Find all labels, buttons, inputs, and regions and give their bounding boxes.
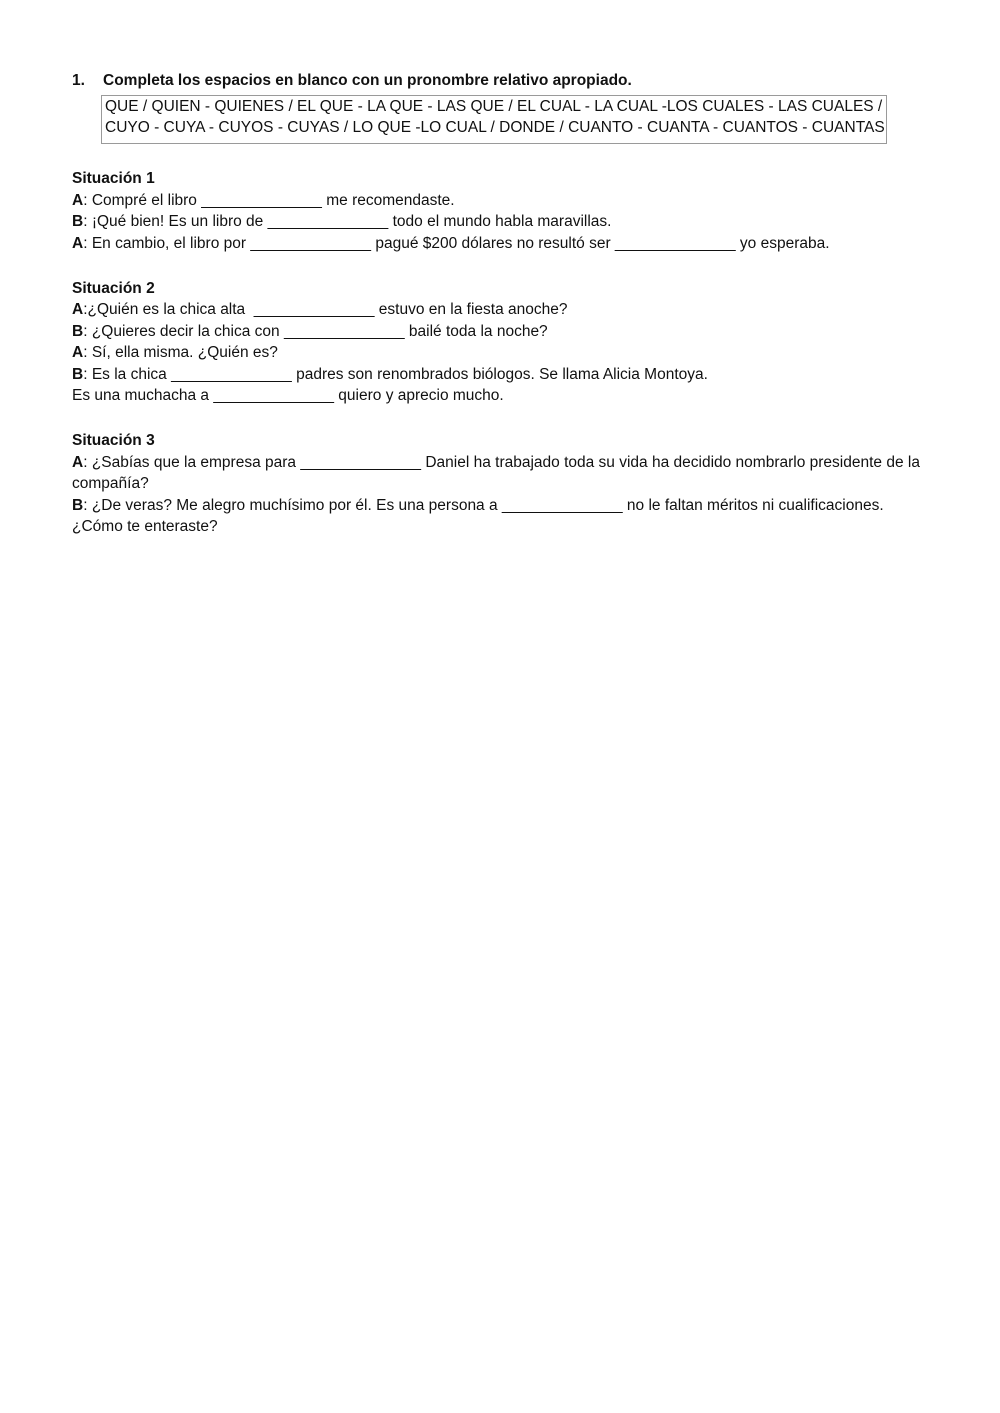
situation-3: [72, 430, 932, 537]
situation-2: [72, 278, 932, 406]
answer-blank[interactable]: ______________: [300, 453, 422, 471]
speaker-label: B: [72, 213, 84, 231]
dialogue-line: B: ¿Quieres decir la chica con ______________ bailé toda la noche?: [72, 322, 548, 340]
speaker-label: A: [72, 191, 84, 209]
situation-title: Situación 3: [72, 432, 155, 450]
answer-blank[interactable]: ______________: [201, 191, 322, 209]
answer-blank[interactable]: ______________: [267, 213, 389, 231]
speaker-label: B: [72, 322, 84, 340]
dialogue-line: B: ¡Qué bien! Es un libro de ______________ todo el mundo habla maravillas.: [72, 213, 612, 231]
answer-blank[interactable]: ______________: [614, 234, 736, 252]
situation-title: Situación 2: [72, 280, 155, 298]
speaker-label: A: [72, 234, 84, 252]
answer-blank[interactable]: ______________: [253, 301, 375, 319]
dialogue-line: B: ¿De veras? Me alegro muchísimo por él. Es una persona a ______________ no le faltan méritos ni cualificaciones. ¿Cómo te enteraste?: [72, 496, 884, 536]
speaker-label: A: [72, 344, 84, 362]
speaker-label: A: [72, 453, 84, 471]
dialogue-line: A: Sí, ella misma. ¿Quién es?: [72, 344, 278, 362]
speaker-label: A: [72, 301, 84, 319]
instruction-number: 1.: [72, 72, 85, 89]
answer-blank[interactable]: ______________: [213, 387, 334, 405]
word-bank-line: QUE / QUIEN - QUIENES / EL QUE - LA QUE - LAS QUE / EL CUAL - LA CUAL -LOS CUALES - LAS CUALES /: [105, 98, 883, 116]
dialogue-line: A: En cambio, el libro por ______________ pagué $200 dólares no resultó ser ______________ yo esperaba.: [72, 234, 830, 252]
word-bank-box: [101, 95, 887, 144]
answer-blank[interactable]: ______________: [501, 496, 623, 514]
dialogue-line: A: ¿Sabías que la empresa para ______________ Daniel ha trabajado toda su vida ha decidido nombrarlo presidente de la compañía?: [72, 453, 920, 493]
dialogue-line: A:¿Quién es la chica alta ______________ estuvo en la fiesta anoche?: [72, 301, 568, 319]
situation-1: [72, 168, 932, 254]
worksheet: [72, 70, 932, 538]
word-bank-line: CUYO - CUYA - CUYOS - CUYAS / LO QUE -LO CUAL / DONDE / CUANTO - CUANTA - CUANTOS - CUANTAS: [105, 118, 885, 136]
dialogue-line: A: Compré el libro ______________ me recomendaste.: [72, 191, 455, 209]
instruction-text: Completa los espacios en blanco con un pronombre relativo apropiado.: [103, 72, 632, 89]
situation-title: Situación 1: [72, 170, 155, 188]
answer-blank[interactable]: ______________: [171, 365, 292, 383]
speaker-label: B: [72, 496, 84, 514]
answer-blank[interactable]: ______________: [283, 322, 405, 340]
answer-blank[interactable]: ______________: [250, 234, 372, 252]
dialogue-line: B: Es la chica ______________ padres son renombrados biólogos. Se llama Alicia Montoya.: [72, 365, 708, 383]
speaker-label: B: [72, 365, 84, 383]
instruction: [72, 70, 932, 91]
dialogue-line: Es una muchacha a ______________ quiero y aprecio mucho.: [72, 387, 504, 405]
